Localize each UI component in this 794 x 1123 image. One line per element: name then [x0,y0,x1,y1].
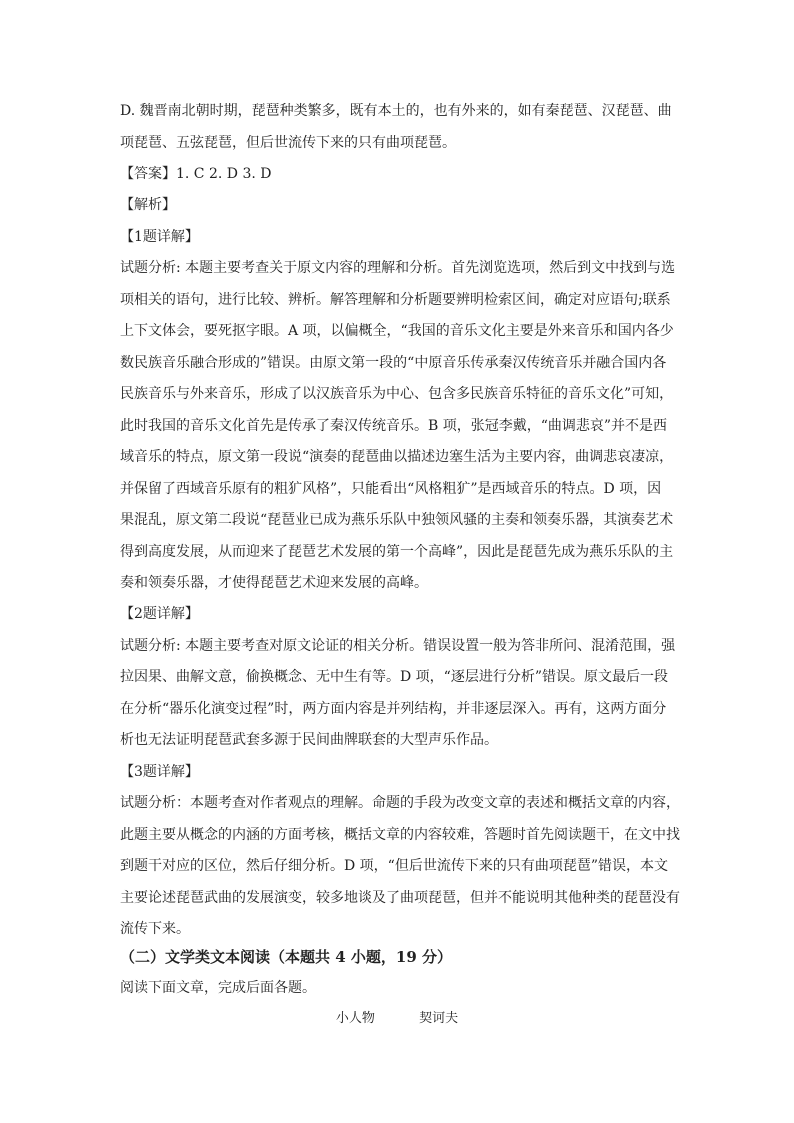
q1-line-11: 奏和领奏乐器，才使得琵琶艺术迎来发展的高峰。 [120,575,428,591]
q3-line-5: 流传下来。 [120,921,190,937]
q3-line-2: 此题主要从概念的内涵的方面考核，概括文章的内容较难，答题时首先阅读题干，在文中找 [120,827,680,843]
q1-line-5: 民族音乐与外来音乐，形成了以汉族音乐为中心、包含多民族音乐特征的音乐文化”可知， [120,386,674,402]
q2-line-2: 拉因果、曲解文意，偷换概念、无中生有等。D 项，“逐层进行分析”错误。原文最后一段 [120,669,668,685]
option-d-line-2: 项琵琶、五弦琵琶，但后世流传下来的只有曲项琵琶。 [120,135,456,151]
q1-heading: 【1题详解】 [120,229,199,245]
story-title: 小人物 [335,1011,375,1026]
answer-line: 【答案】1. C 2. D 3. D [120,166,272,182]
option-d-line-1: D. 魏晋南北朝时期，琵琶种类繁多，既有本土的，也有外来的，如有秦琵琶、汉琵琶、曲 [120,103,672,119]
q3-line-4: 主要论述琵琶武曲的发展演变，较多地谈及了曲项琵琶，但并不能说明其他种类的琵琶没有 [120,890,680,906]
reading-instruction: 阅读下面文章，完成后面各题。 [120,980,316,996]
q1-line-1: 试题分析: 本题主要考查关于原文内容的理解和分析。首先浏览选项，然后到文中找到与选 [120,260,676,276]
analysis-label: 【解析】 [120,197,176,213]
q1-line-4: 数民族音乐融合形成的”错误。由原文第一段的“中原音乐传承秦汉传统音乐并融合国内各 [120,355,667,371]
q1-line-3: 上下文体会，要死抠字眼。A 项，以偏概全，“我国的音乐文化主要是外来音乐和国内各少 [120,323,674,339]
q2-line-4: 析也无法证明琵琶武套多源于民间曲牌联套的大型声乐作品。 [120,732,498,748]
q1-line-9: 果混乱，原文第二段说“琵琶业已成为燕乐乐队中独领风骚的主奏和领奏乐器，其演奏艺术 [120,512,674,528]
q1-line-10: 得到高度发展，从而迎来了琵琶艺术发展的第一个高峰”，因此是琵琶先成为燕乐乐队的主 [120,544,674,560]
q1-line-2: 项相关的语句，进行比较、辨析。解答理解和分析题要辨明检索区间，确定对应语句;联系 [120,292,671,308]
q2-line-3: 在分析“器乐化演变过程”时，两方面内容是并列结构，并非逐层深入。再有，这两方面分 [120,701,667,717]
story-title-line [0,1009,794,1029]
q3-line-1: 试题分析：本题考查对作者观点的理解。命题的手段为改变文章的表述和概括文章的内容， [120,795,680,811]
q3-heading: 【3题详解】 [120,764,199,780]
section-heading: （二）文学类文本阅读（本题共 4 小题，19 分） [120,948,452,966]
q2-line-1: 试题分析: 本题主要考查对原文论证的相关分析。错误设置一般为答非所问、混淆范围，强 [120,638,676,654]
q3-line-3: 到题干对应的区位，然后仔细分析。D 项，“但后世流传下来的只有曲项琵琶”错误，本文 [120,858,668,874]
story-author: 契诃夫 [419,1011,459,1026]
q1-line-7: 域音乐的特点，原文第一段说“演奏的琵琶曲以描述边塞生活为主要内容，曲调悲哀凄凉， [120,449,674,465]
q1-line-6: 此时我国的音乐文化首先是传承了秦汉传统音乐。B 项，张冠李戴，“曲调悲哀”并不是西 [120,418,668,434]
q1-line-8: 并保留了西域音乐原有的粗犷风格”，只能看出“风格粗犷”是西域音乐的特点。D 项，因 [120,481,662,497]
q2-heading: 【2题详解】 [120,606,199,622]
